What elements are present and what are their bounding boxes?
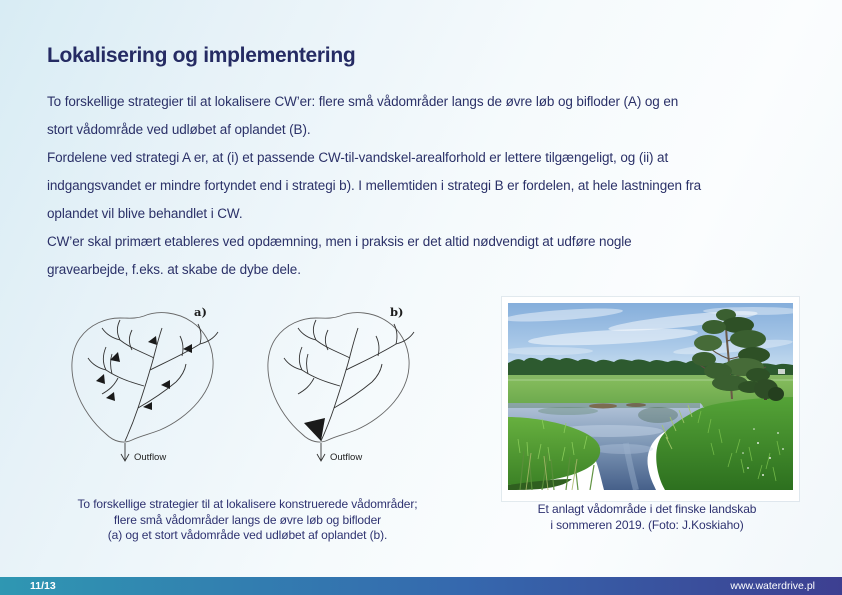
- stream-network: [284, 320, 414, 441]
- watershed-diagram-a-svg: [52, 300, 242, 480]
- wetland-triangle-large: [304, 418, 325, 441]
- website-url: www.waterdrive.pl: [730, 580, 815, 592]
- outflow-arrow-icon: [121, 443, 129, 461]
- body-text-line: indgangsvandet er mindre fortyndet end i strategi b). I mellemtiden i strategi B er fordelen, at hele lastningen fra: [47, 178, 702, 193]
- mud-patch: [589, 404, 617, 409]
- distant-building: [778, 369, 785, 374]
- diagram-caption: [35, 497, 460, 544]
- diagram-b-letter: b): [390, 305, 404, 319]
- page-title: Lokalisering og implementering: [47, 44, 356, 67]
- body-text-line: oplandet vil blive behandlet i CW.: [47, 206, 243, 221]
- photo-frame: [502, 297, 799, 501]
- outflow-arrow-icon: [317, 443, 325, 461]
- page-number: 11/13: [30, 580, 56, 592]
- watershed-outline: [72, 313, 213, 442]
- watershed-diagram-b: [248, 300, 438, 480]
- outflow-label: Outflow: [330, 452, 363, 463]
- body-text-line: CW’er skal primært etableres ved opdæmning, men i praksis er det altid nødvendigt at udføre nogle: [47, 234, 632, 249]
- photo-caption: [487, 502, 807, 533]
- diagram-caption-line: flere små vådområder langs de øvre løb og bifloder: [113, 512, 382, 527]
- body-text-line: To forskellige strategier til at lokalisere CW’er: flere små vådområder langs de øvre løb og bifloder (A) og en: [47, 94, 679, 109]
- photo-caption-line: Et anlagt vådområde i det finske landskab: [537, 502, 757, 516]
- wetland-photo: [508, 303, 793, 490]
- body-text-line: gravearbejde, f.eks. at skabe de dybe dele.: [47, 262, 301, 277]
- watershed-outline: [268, 313, 409, 442]
- diagram-caption-line: To forskellige strategier til at lokalisere konstruerede vådområder;: [77, 497, 418, 511]
- diagram-a-letter: a): [194, 305, 207, 319]
- footer-bar: [0, 577, 842, 595]
- outflow-label: Outflow: [134, 452, 167, 463]
- body-text: [47, 88, 817, 284]
- body-text-line: stort vådområde ved udløbet af oplandet (B).: [47, 122, 311, 137]
- stream-network: [88, 320, 218, 441]
- watershed-diagram-b-svg: [248, 300, 438, 480]
- diagram-caption-line: (a) og et stort vådområde ved udløbet af oplandet (b).: [107, 528, 388, 542]
- body-text-line: Fordelene ved strategi A er, at (i) et passende CW-til-vandskel-arealforhold er lettere tilgængeligt, og (ii) at: [47, 150, 669, 165]
- watershed-diagram-a: [52, 300, 242, 480]
- photo-caption-line: i sommeren 2019. (Foto: J.Koskiaho): [550, 517, 744, 532]
